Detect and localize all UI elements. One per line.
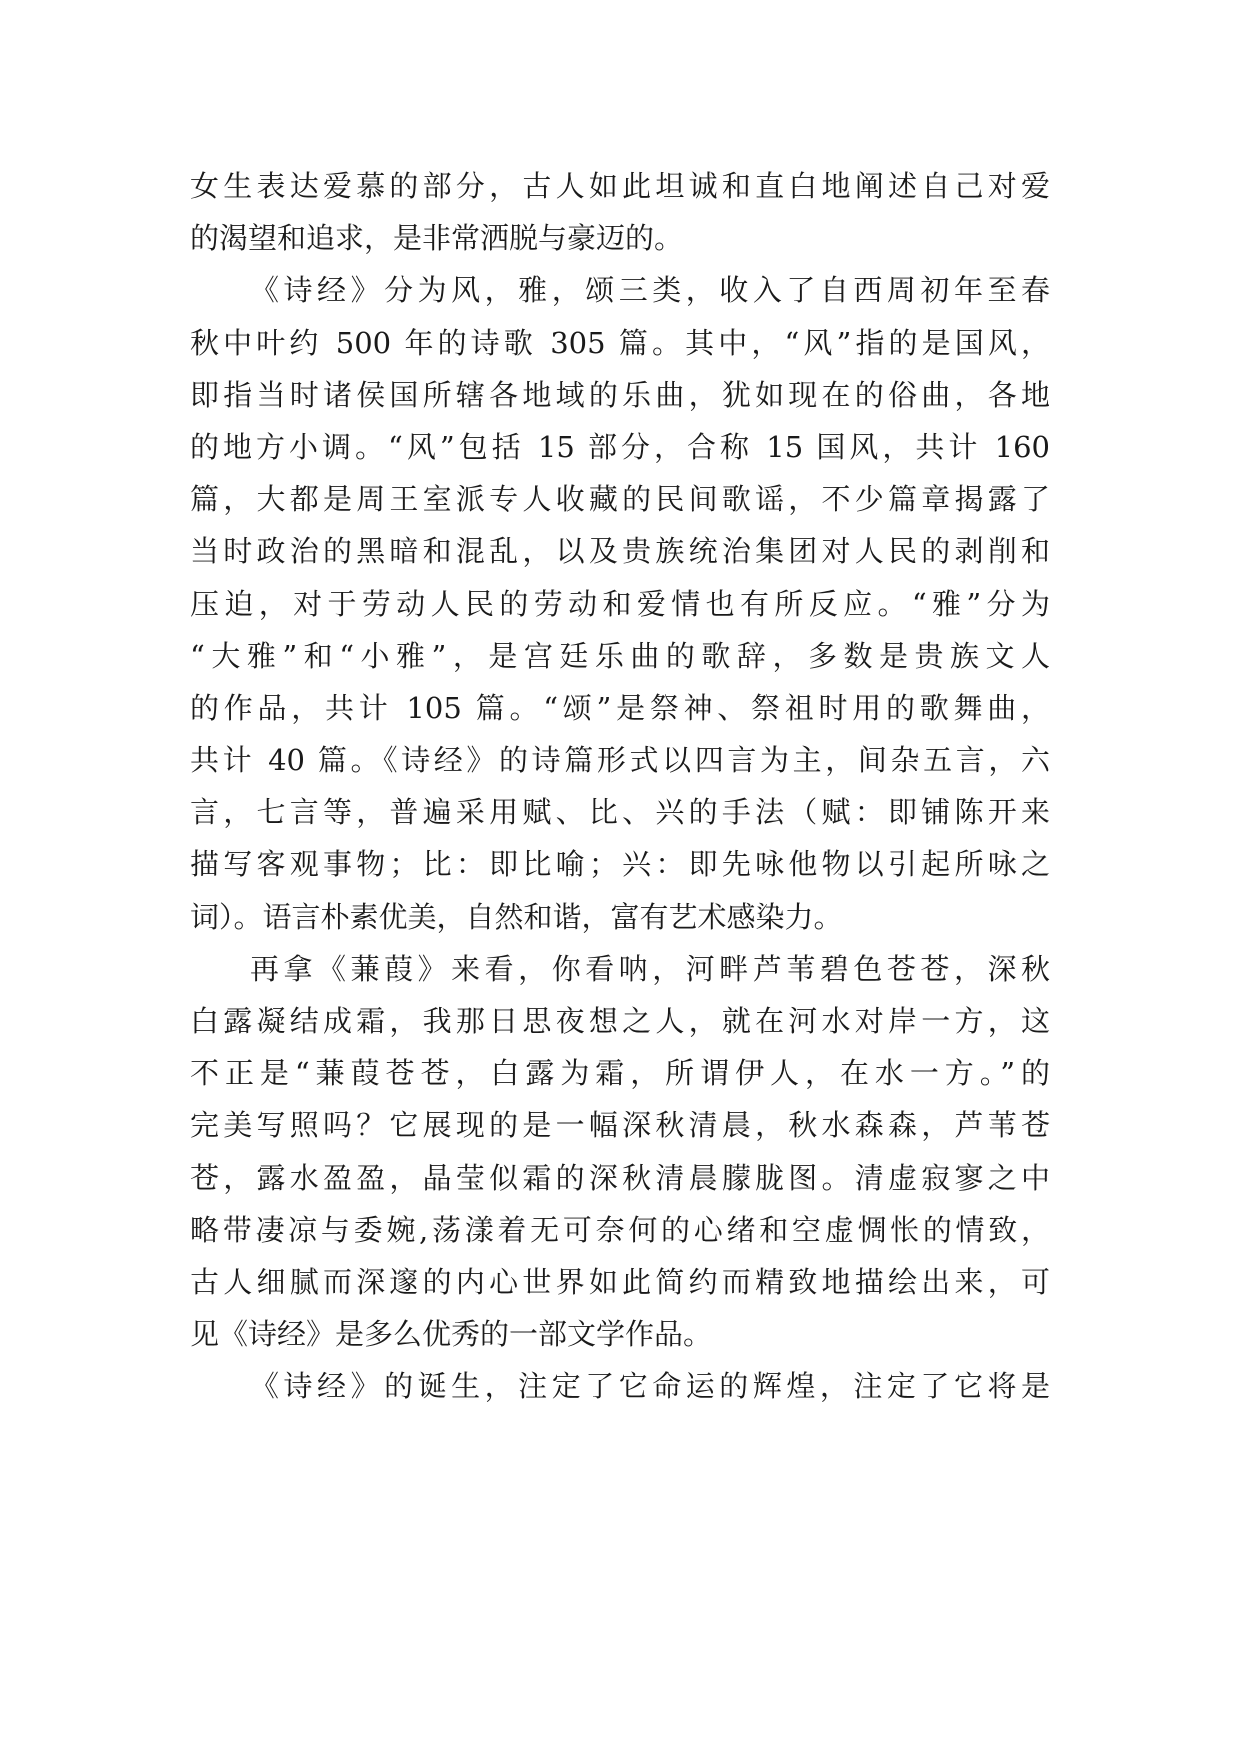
body-text (190, 160, 1050, 1413)
text-line: 女生表达爱慕的部分，古人如此坦诚和直白地阐述自己对爱 (190, 169, 1050, 203)
text-line: 压迫，对于劳动人民的劳动和爱情也有所反应。“雅”分为 (190, 586, 1050, 621)
text-line: 白露凝结成霜，我那日思夜想之人，就在河水对岸一方，这 (190, 1004, 1050, 1038)
text-line: 略带凄凉与委婉,荡漾着无可奈何的心绪和空虚惆怅的情致， (190, 1212, 1050, 1247)
text-line: 言，七言等，普遍采用赋、比、兴的手法（赋：即铺陈开来 (190, 795, 1050, 830)
text-line: 词）。语言朴素优美，自然和谐，富有艺术感染力。 (190, 899, 843, 934)
text-line: “大雅”和“小雅”，是宫廷乐曲的歌辞，多数是贵族文人 (190, 638, 1050, 673)
text-line: 的作品，共计 105 篇。“颂”是祭神、祭祖时用的歌舞曲， (190, 690, 1050, 725)
text-line: 《诗经》分为风，雅，颂三类，收入了自西周初年至春 (250, 273, 1050, 308)
text-line: 不正是“蒹葭苍苍，白露为霜，所谓伊人，在水一方。”的 (190, 1056, 1050, 1091)
text-line: 古人细腻而深邃的内心世界如此简约而精致地描绘出来，可 (190, 1264, 1050, 1299)
text-line: 共计 40 篇。《诗经》的诗篇形式以四言为主，间杂五言，六 (190, 743, 1050, 778)
text-line: 当时政治的黑暗和混乱，以及贵族统治集团对人民的剥削和 (190, 534, 1050, 569)
text-line: 再拿《蒹葭》来看，你看呐，河畔芦苇碧色苍苍，深秋 (250, 951, 1050, 986)
text-line: 秋中叶约 500 年的诗歌 305 篇。其中，“风”指的是国风， (190, 325, 1050, 360)
text-line: 苍，露水盈盈，晶莹似霜的深秋清晨朦胧图。清虚寂寥之中 (190, 1160, 1050, 1195)
text-line: 《诗经》的诞生，注定了它命运的辉煌，注定了它将是 (250, 1369, 1050, 1404)
text-line: 的地方小调。“风”包括 15 部分，合称 15 国风，共计 160 (190, 429, 1050, 464)
text-line: 完美写照吗？它展现的是一幅深秋清晨，秋水森森，芦苇苍 (190, 1108, 1050, 1143)
text-line: 描写客观事物；比：即比喻；兴：即先咏他物以引起所咏之 (190, 847, 1050, 882)
text-line: 见《诗经》是多么优秀的一部文学作品。 (190, 1317, 713, 1352)
text-line: 的渴望和追求，是非常洒脱与豪迈的。 (190, 221, 684, 256)
text-line: 篇，大都是周王室派专人收藏的民间歌谣，不少篇章揭露了 (190, 482, 1050, 517)
text-line: 即指当时诸侯国所辖各地域的乐曲，犹如现在的俗曲，各地 (190, 377, 1050, 412)
